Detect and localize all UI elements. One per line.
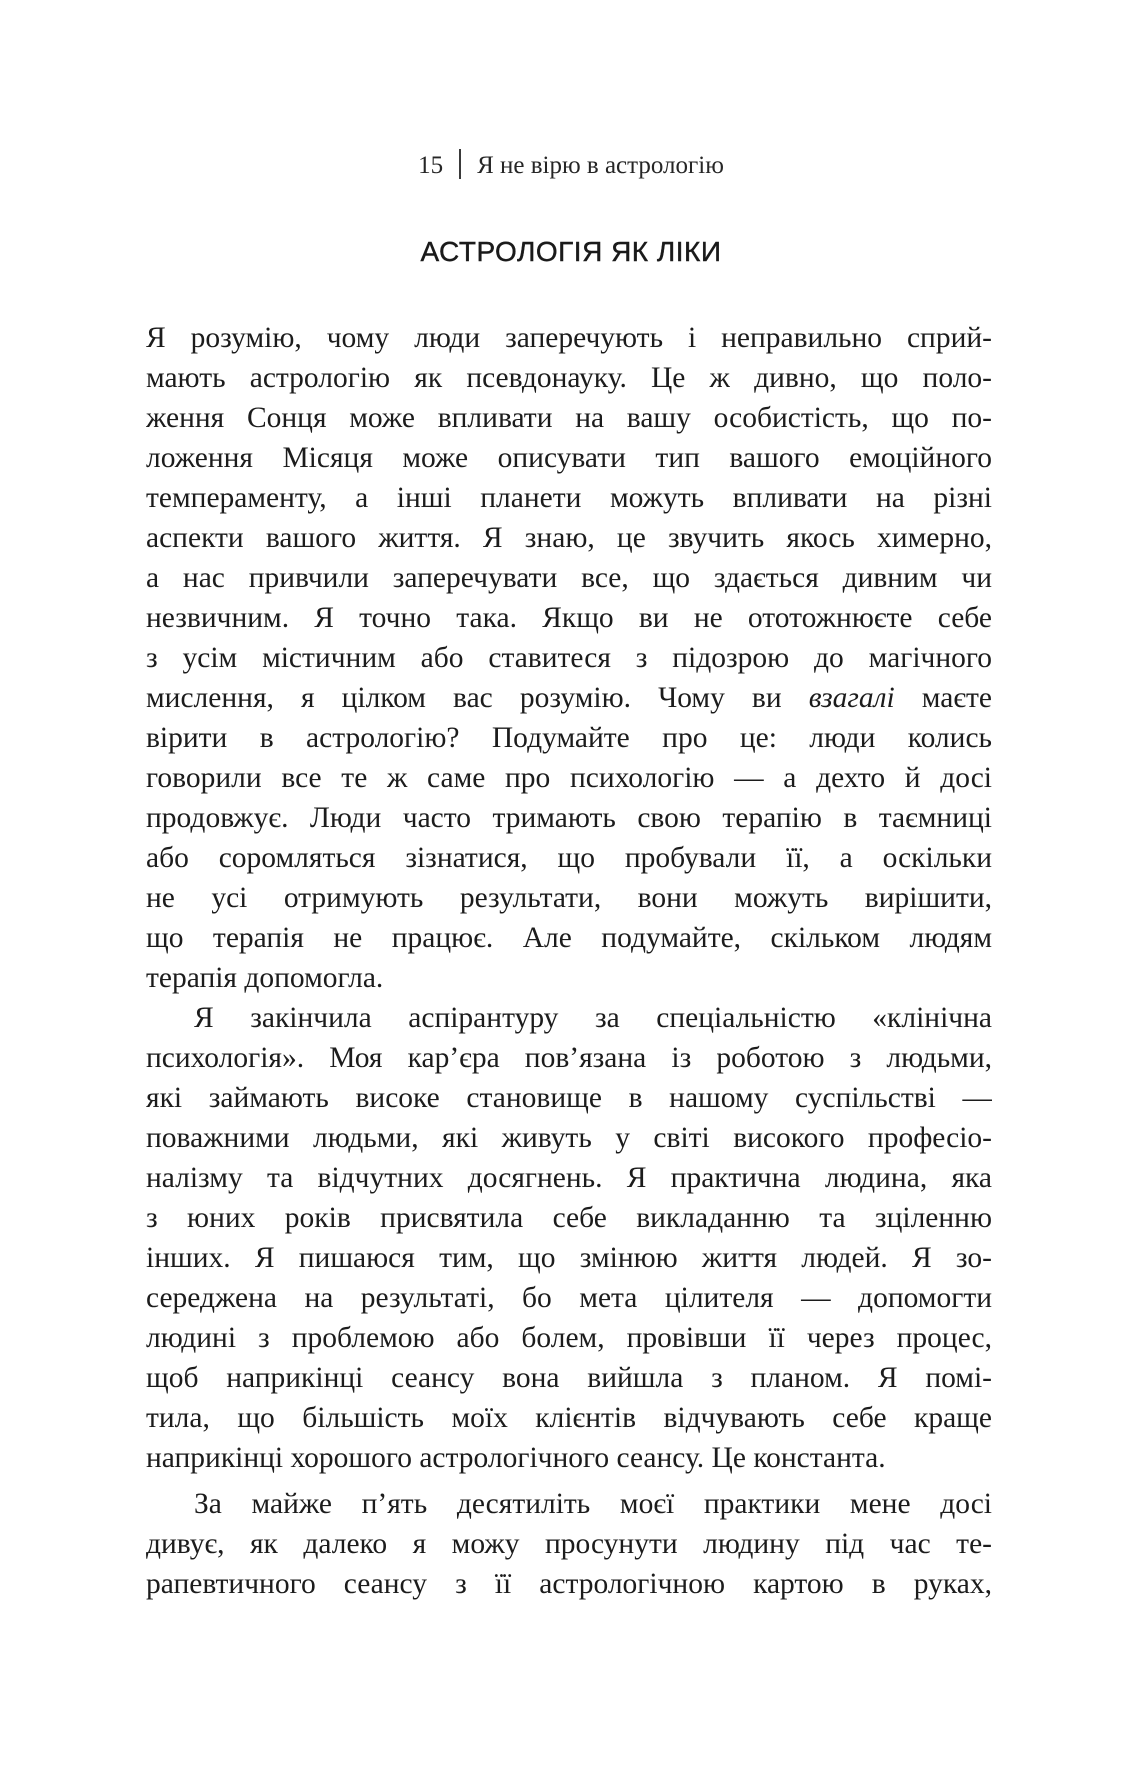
paragraph-1-line: ложення Місяця може описувати тип вашого емоційного bbox=[146, 442, 992, 474]
chapter-title: АСТРОЛОГІЯ ЯК ЛІКИ bbox=[420, 236, 722, 267]
paragraph-1-line: що терапія не працює. Але подумайте, скільком людям bbox=[146, 922, 992, 954]
paragraph-1-line: мають астрологію як псевдонауку. Це ж дивно, що поло- bbox=[146, 362, 992, 394]
paragraph-2-line: з юних років присвятила себе викладанню та зціленню bbox=[146, 1202, 992, 1234]
header-divider bbox=[459, 149, 461, 179]
paragraph-1-line: ження Сонця може впливати на вашу особистість, що по- bbox=[146, 402, 992, 434]
paragraph-2-line: налізму та відчутних досягнень. Я практична людина, яка bbox=[146, 1162, 992, 1194]
paragraph-2-line: людині з проблемою або болем, провівши її через процес, bbox=[146, 1322, 992, 1354]
paragraph-1-line: з усім містичним або ставитеся з підозрою до магічного bbox=[146, 642, 992, 674]
paragraph-3-line: За майже п’ять десятиліть моєї практики мене досі bbox=[194, 1488, 992, 1520]
paragraph-2-line: поважними людьми, які живуть у світі високого професіо- bbox=[146, 1122, 992, 1154]
line-text: мислення, я цілком вас розумію. Чому ви bbox=[146, 682, 809, 714]
paragraph-2-line: Я закінчила аспірантуру за спеціальністю «клінічна bbox=[194, 1002, 992, 1034]
paragraph-1-line: а нас привчили заперечувати все, що здається дивним чи bbox=[146, 562, 992, 594]
page-number: 15 bbox=[418, 152, 444, 179]
paragraph-1-line: або соромляться зізнатися, що пробували її, а оскільки bbox=[146, 842, 992, 874]
paragraph-3-line: дивує, як далеко я можу просунути людину під час те- bbox=[146, 1528, 992, 1560]
paragraph-2-line: тила, що більшість моїх клієнтів відчувають себе краще bbox=[146, 1402, 992, 1434]
paragraph-2-line: які займають високе становище в нашому суспільстві — bbox=[146, 1082, 992, 1114]
paragraph-1-line: говорили все те ж саме про психологію — а дехто й досі bbox=[146, 762, 992, 794]
paragraph-1-line: Я розумію, чому люди заперечують і неправильно сприй- bbox=[146, 322, 992, 354]
paragraph-1-line: не усі отримують результати, вони можуть вирішити, bbox=[146, 882, 992, 914]
running-title: Я не вірю в астрологію bbox=[477, 152, 724, 179]
paragraph-2-line: психологія». Моя кар’єра пов’язана із роботою з людьми, bbox=[146, 1042, 992, 1074]
emphasized-word: взагалі bbox=[808, 682, 895, 714]
paragraph-2-line: щоб наприкінці сеансу вона вийшла з планом. Я помі- bbox=[146, 1362, 992, 1394]
paragraph-3-line: рапевтичного сеансу з її астрологічною картою в руках, bbox=[146, 1568, 992, 1600]
paragraph-2-line: наприкінці хорошого астрологічного сеансу. Це константа. bbox=[146, 1442, 886, 1474]
body-text bbox=[146, 318, 992, 1604]
paragraph-1-line bbox=[146, 678, 992, 718]
paragraph-2-line: інших. Я пишаюся тим, що змінюю життя людей. Я зо- bbox=[146, 1242, 992, 1274]
paragraph-1-line: аспекти вашого життя. Я знаю, це звучить якось химерно, bbox=[146, 522, 992, 554]
paragraph-1-line: вірити в астрологію? Подумайте про це: люди колись bbox=[146, 722, 992, 754]
paragraph-1-line: продовжує. Люди часто тримають свою терапію в таємниці bbox=[146, 802, 992, 834]
running-header bbox=[0, 146, 1142, 186]
paragraph-1-line: терапія допомогла. bbox=[146, 962, 384, 994]
paragraph-1-line: незвичним. Я точно така. Якщо ви не ототожнюєте себе bbox=[146, 602, 992, 634]
paragraph-1-line: темпераменту, а інші планети можуть впливати на різні bbox=[146, 482, 992, 514]
line-text: маєте bbox=[894, 682, 992, 714]
paragraph-2-line: середжена на результаті, бо мета цілителя — допомогти bbox=[146, 1282, 992, 1314]
